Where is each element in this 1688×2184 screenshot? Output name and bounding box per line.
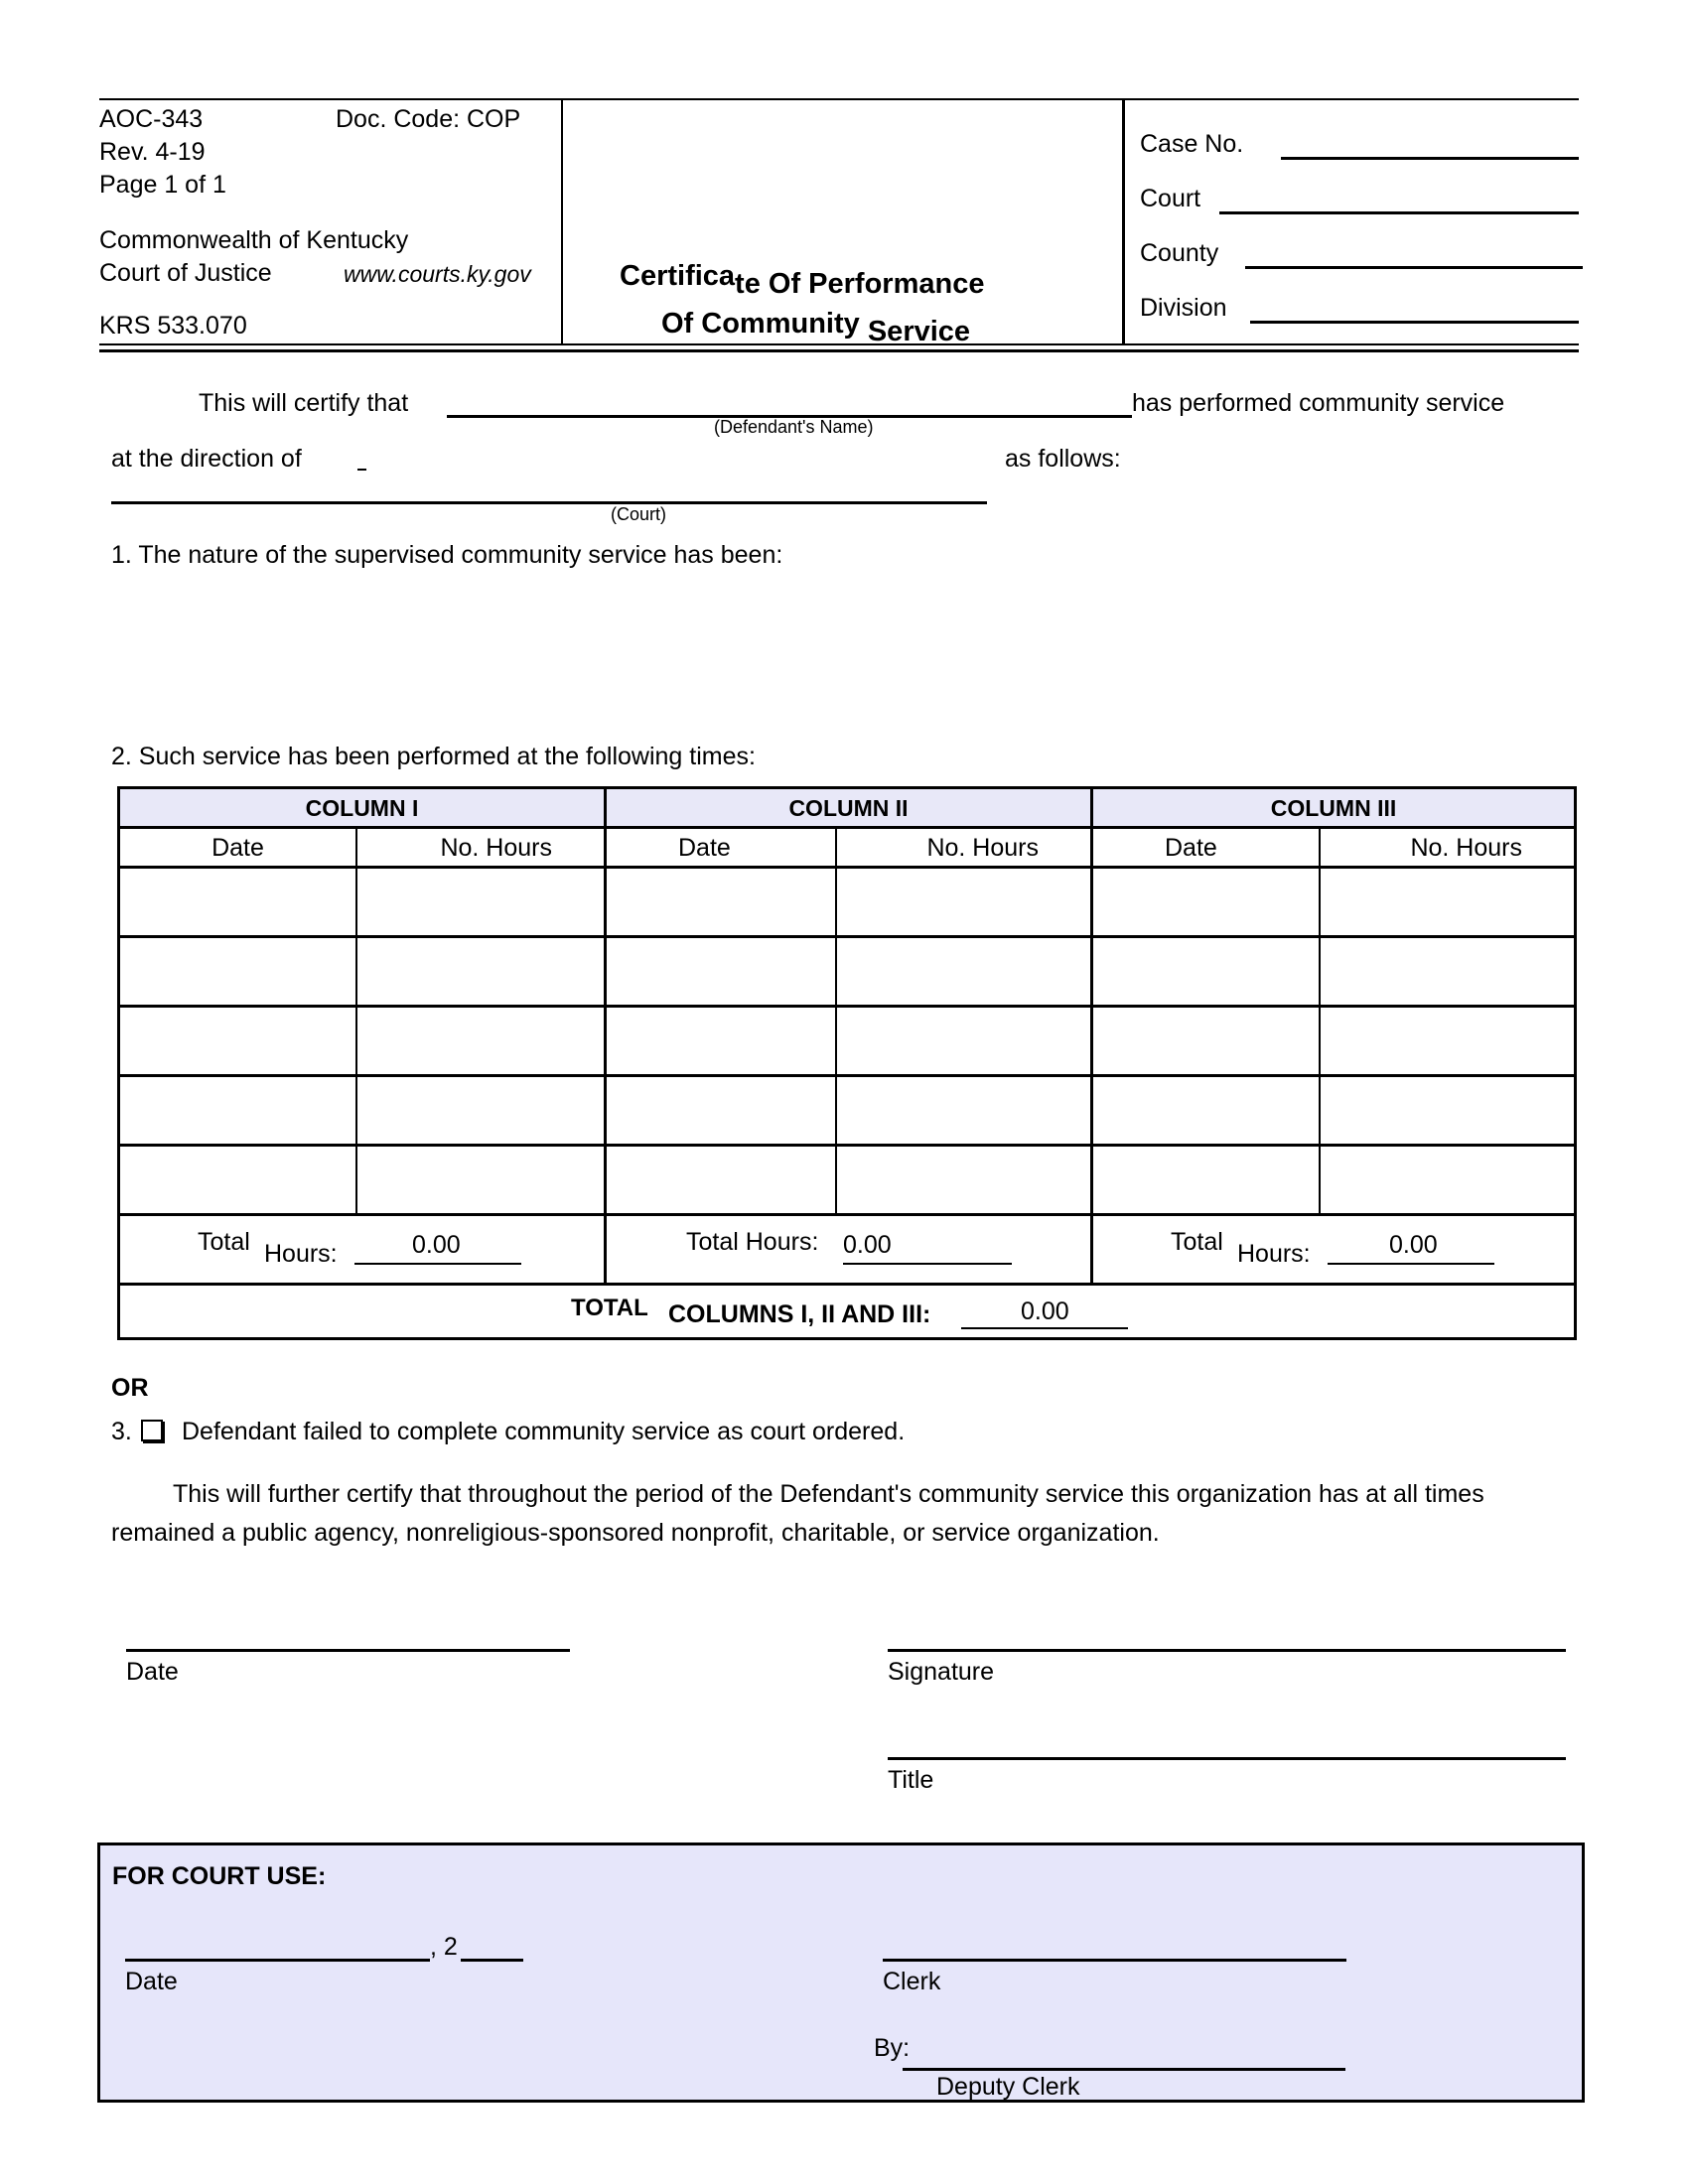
clerk-line[interactable]: [883, 1959, 1346, 1962]
table-divider: [355, 827, 357, 1216]
column-3-total-field[interactable]: 0.00: [1328, 1263, 1494, 1265]
column-3-hours-cell[interactable]: [1322, 869, 1574, 935]
grand-total-row: TOTAL COLUMNS I, II AND III: 0.00: [120, 1286, 1574, 1337]
signature-label: Signature: [888, 1658, 995, 1686]
deputy-clerk-label: Deputy Clerk: [936, 2073, 1080, 2101]
form-number: AOC-343: [99, 105, 204, 133]
column-3-date-cell[interactable]: [1093, 1008, 1319, 1074]
column-1-hours-cell[interactable]: [358, 938, 604, 1005]
court-date-field[interactable]: [125, 1959, 430, 1962]
by-label: By:: [874, 2034, 911, 2062]
form-title-part: Of Community: [661, 308, 860, 340]
grand-total-field[interactable]: 0.00: [961, 1327, 1128, 1329]
statute: KRS 533.070: [99, 312, 247, 340]
direction-text: at the direction of: [111, 445, 302, 473]
as-follows: as follows:: [1005, 445, 1121, 473]
service-nature-field[interactable]: [111, 576, 1571, 725]
court-caption: (Court): [611, 504, 667, 524]
column-2-hours-cell[interactable]: [838, 1008, 1090, 1074]
column-2-date-cell[interactable]: [607, 938, 835, 1005]
column-2-total-field[interactable]: 0.00: [843, 1263, 1012, 1265]
column-3-date-cell[interactable]: [1093, 1077, 1319, 1144]
column-3-hours-cell[interactable]: [1322, 1077, 1574, 1144]
column-3-hours-cell[interactable]: [1322, 1147, 1574, 1213]
defendant-name-caption: (Defendant's Name): [714, 417, 874, 437]
court-year-field[interactable]: [461, 1959, 523, 1962]
column-3-hours-header: No. Hours: [1410, 834, 1522, 862]
certify-intro: This will certify that: [199, 389, 409, 417]
column-1-hours-cell[interactable]: [358, 869, 604, 935]
further-certify-text: This will further certify that throughout the period of the Defendant's community service this organization has at all times remained a public agency, nonreligious-sponsored nonprofit, charitable, or service organization.: [111, 1480, 1484, 1547]
signature-line[interactable]: [888, 1649, 1566, 1652]
column-1-hours-cell[interactable]: [358, 1008, 604, 1074]
column-1-date-cell[interactable]: [120, 869, 355, 935]
header-divider-left: [561, 99, 563, 345]
failed-to-complete-checkbox[interactable]: [141, 1420, 163, 1441]
item3-label: Defendant failed to complete community service as court ordered.: [182, 1418, 906, 1445]
case-number-label: Case No.: [1140, 130, 1244, 158]
title-label: Title: [888, 1766, 934, 1794]
column-1-date-header: Date: [211, 834, 264, 862]
county-label: County: [1140, 239, 1219, 267]
item3-number: 3.: [111, 1418, 132, 1445]
item2-label: 2. Such service has been performed at the following times:: [111, 743, 756, 770]
column-3-hours-cell[interactable]: [1322, 1008, 1574, 1074]
column-2-date-header: Date: [678, 834, 731, 862]
column-3-header: COLUMN III: [1093, 789, 1574, 827]
or-label: OR: [111, 1374, 149, 1402]
court-field[interactable]: [1219, 211, 1579, 214]
column-1-hours-cell[interactable]: [358, 1077, 604, 1144]
revision: Rev. 4-19: [99, 138, 206, 166]
column-1-date-cell[interactable]: [120, 1008, 355, 1074]
court-use-heading: FOR COURT USE:: [112, 1862, 327, 1890]
deputy-clerk-line[interactable]: [903, 2068, 1345, 2071]
court-field-line[interactable]: [111, 501, 987, 504]
column-2-total: Total Hours: 0.00: [607, 1216, 1090, 1283]
column-1-total-field[interactable]: 0.00: [354, 1263, 521, 1265]
county-field[interactable]: [1245, 266, 1583, 269]
column-1-date-cell[interactable]: [120, 938, 355, 1005]
header-bottom-rule-2: [99, 349, 1579, 352]
form-title-part: Certifica: [620, 260, 736, 292]
court-use-box: [97, 1843, 1585, 2103]
column-1-date-cell[interactable]: [120, 1147, 355, 1213]
column-2-hours-cell[interactable]: [838, 938, 1090, 1005]
column-1-hours-cell[interactable]: [358, 1147, 604, 1213]
column-3-date-cell[interactable]: [1093, 938, 1319, 1005]
court-label: Court: [1140, 185, 1201, 212]
header-bottom-rule: [99, 343, 1579, 345]
item1-label: 1. The nature of the supervised community service has been:: [111, 541, 783, 569]
date-label: Date: [126, 1658, 179, 1686]
jurisdiction: Commonwealth of Kentucky: [99, 226, 409, 254]
header-top-rule: [99, 98, 1579, 100]
form-title-part: Service: [867, 316, 971, 347]
column-2-hours-cell[interactable]: [838, 869, 1090, 935]
column-2-date-cell[interactable]: [607, 869, 835, 935]
column-3-total: Total Hours: 0.00: [1093, 1216, 1574, 1283]
column-3-hours-cell[interactable]: [1322, 938, 1574, 1005]
table-rule: [120, 826, 1574, 829]
column-2-hours-cell[interactable]: [838, 1147, 1090, 1213]
column-2-header: COLUMN II: [607, 789, 1090, 827]
column-2-date-cell[interactable]: [607, 1147, 835, 1213]
court-of-justice: Court of Justice: [99, 259, 272, 287]
form-title-line1: [620, 260, 985, 300]
page-number: Page 1 of 1: [99, 171, 226, 199]
court-date-label: Date: [125, 1968, 178, 1995]
table-divider: [1319, 827, 1321, 1216]
title-line[interactable]: [888, 1757, 1566, 1760]
court-date-comma: , 2: [430, 1933, 458, 1961]
column-2-hours-cell[interactable]: [838, 1077, 1090, 1144]
column-2-date-cell[interactable]: [607, 1077, 835, 1144]
column-3-date-cell[interactable]: [1093, 869, 1319, 935]
column-2-hours-header: No. Hours: [926, 834, 1039, 862]
column-1-total: Total Hours: 0.00: [120, 1216, 604, 1283]
column-1-date-cell[interactable]: [120, 1077, 355, 1144]
website-link[interactable]: www.courts.ky.gov: [344, 261, 531, 287]
form-title-part: te Of Performance: [735, 268, 985, 300]
division-label: Division: [1140, 294, 1227, 322]
service-times-table: [117, 786, 1577, 1340]
direction-mark: [357, 469, 366, 471]
performed-text: has performed community service: [1132, 389, 1505, 417]
column-1-hours-header: No. Hours: [440, 834, 552, 862]
column-3-date-header: Date: [1165, 834, 1217, 862]
doc-code: Doc. Code: COP: [336, 105, 521, 133]
case-number-field[interactable]: [1281, 157, 1579, 160]
column-2-date-cell[interactable]: [607, 1008, 835, 1074]
form-title-line2: [661, 308, 971, 347]
date-signature-line[interactable]: [126, 1649, 570, 1652]
division-field[interactable]: [1250, 321, 1579, 324]
column-3-date-cell[interactable]: [1093, 1147, 1319, 1213]
header-divider-right: [1122, 99, 1125, 345]
table-divider: [835, 827, 837, 1216]
clerk-label: Clerk: [883, 1968, 941, 1995]
column-1-header: COLUMN I: [120, 789, 604, 827]
